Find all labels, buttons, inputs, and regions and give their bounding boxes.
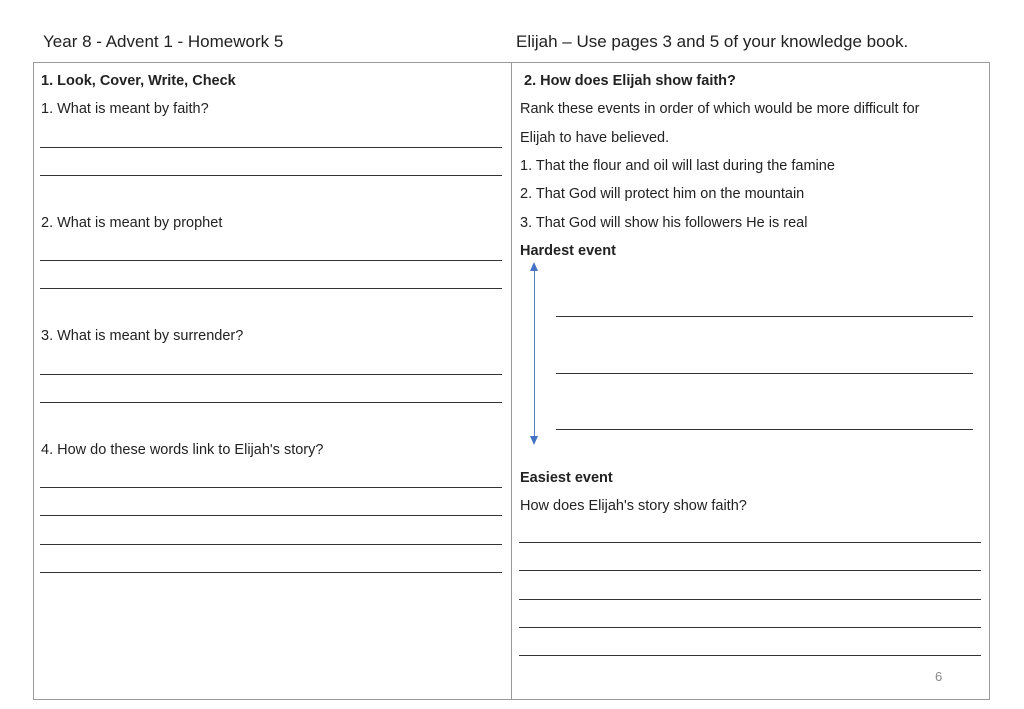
answer-line-q4-3[interactable] [40,544,502,545]
answer-line-q1-2[interactable] [40,175,502,176]
ranking-line-1[interactable] [556,316,973,317]
ranking-line-2[interactable] [556,373,973,374]
column-divider [511,62,512,700]
answer-line-q2-2[interactable] [40,288,502,289]
faith-answer-line-3[interactable] [519,599,981,600]
worksheet-title: Year 8 - Advent 1 - Homework 5 [43,32,284,51]
question-4: 4. How do these words link to Elijah's story? [41,442,324,458]
page-number: 6 [935,669,943,684]
event-2: 2. That God will protect him on the mountain [520,186,805,202]
hardest-event-label: Hardest event [520,243,616,259]
question-1: 1. What is meant by faith? [41,101,209,117]
faith-question: How does Elijah's story show faith? [520,498,747,514]
worksheet-instruction: Elijah – Use pages 3 and 5 of your knowledge book. [516,32,909,51]
answer-line-q4-2[interactable] [40,515,502,516]
ranking-instruction-line-1: Rank these events in order of which would be more difficult for [520,101,920,117]
faith-answer-line-4[interactable] [519,627,981,628]
answer-line-q4-1[interactable] [40,487,502,488]
ranking-instruction-line-2: Elijah to have believed. [520,130,670,146]
answer-line-q4-4[interactable] [40,572,502,573]
ranking-arrow [534,270,535,436]
answer-line-q1-1[interactable] [40,147,502,148]
left-section-title: 1. Look, Cover, Write, Check [41,73,236,89]
right-section-title: 2. How does Elijah show faith? [524,73,736,89]
question-3: 3. What is meant by surrender? [41,328,244,344]
ranking-line-3[interactable] [556,429,973,430]
question-2: 2. What is meant by prophet [41,215,223,231]
arrow-down-icon [530,436,538,445]
easiest-event-label: Easiest event [520,470,613,486]
faith-answer-line-5[interactable] [519,655,981,656]
answer-line-q3-2[interactable] [40,402,502,403]
answer-line-q3-1[interactable] [40,374,502,375]
event-3: 3. That God will show his followers He is real [520,215,808,231]
faith-answer-line-1[interactable] [519,542,981,543]
answer-line-q2-1[interactable] [40,260,502,261]
event-1: 1. That the flour and oil will last during the famine [520,158,835,174]
faith-answer-line-2[interactable] [519,570,981,571]
